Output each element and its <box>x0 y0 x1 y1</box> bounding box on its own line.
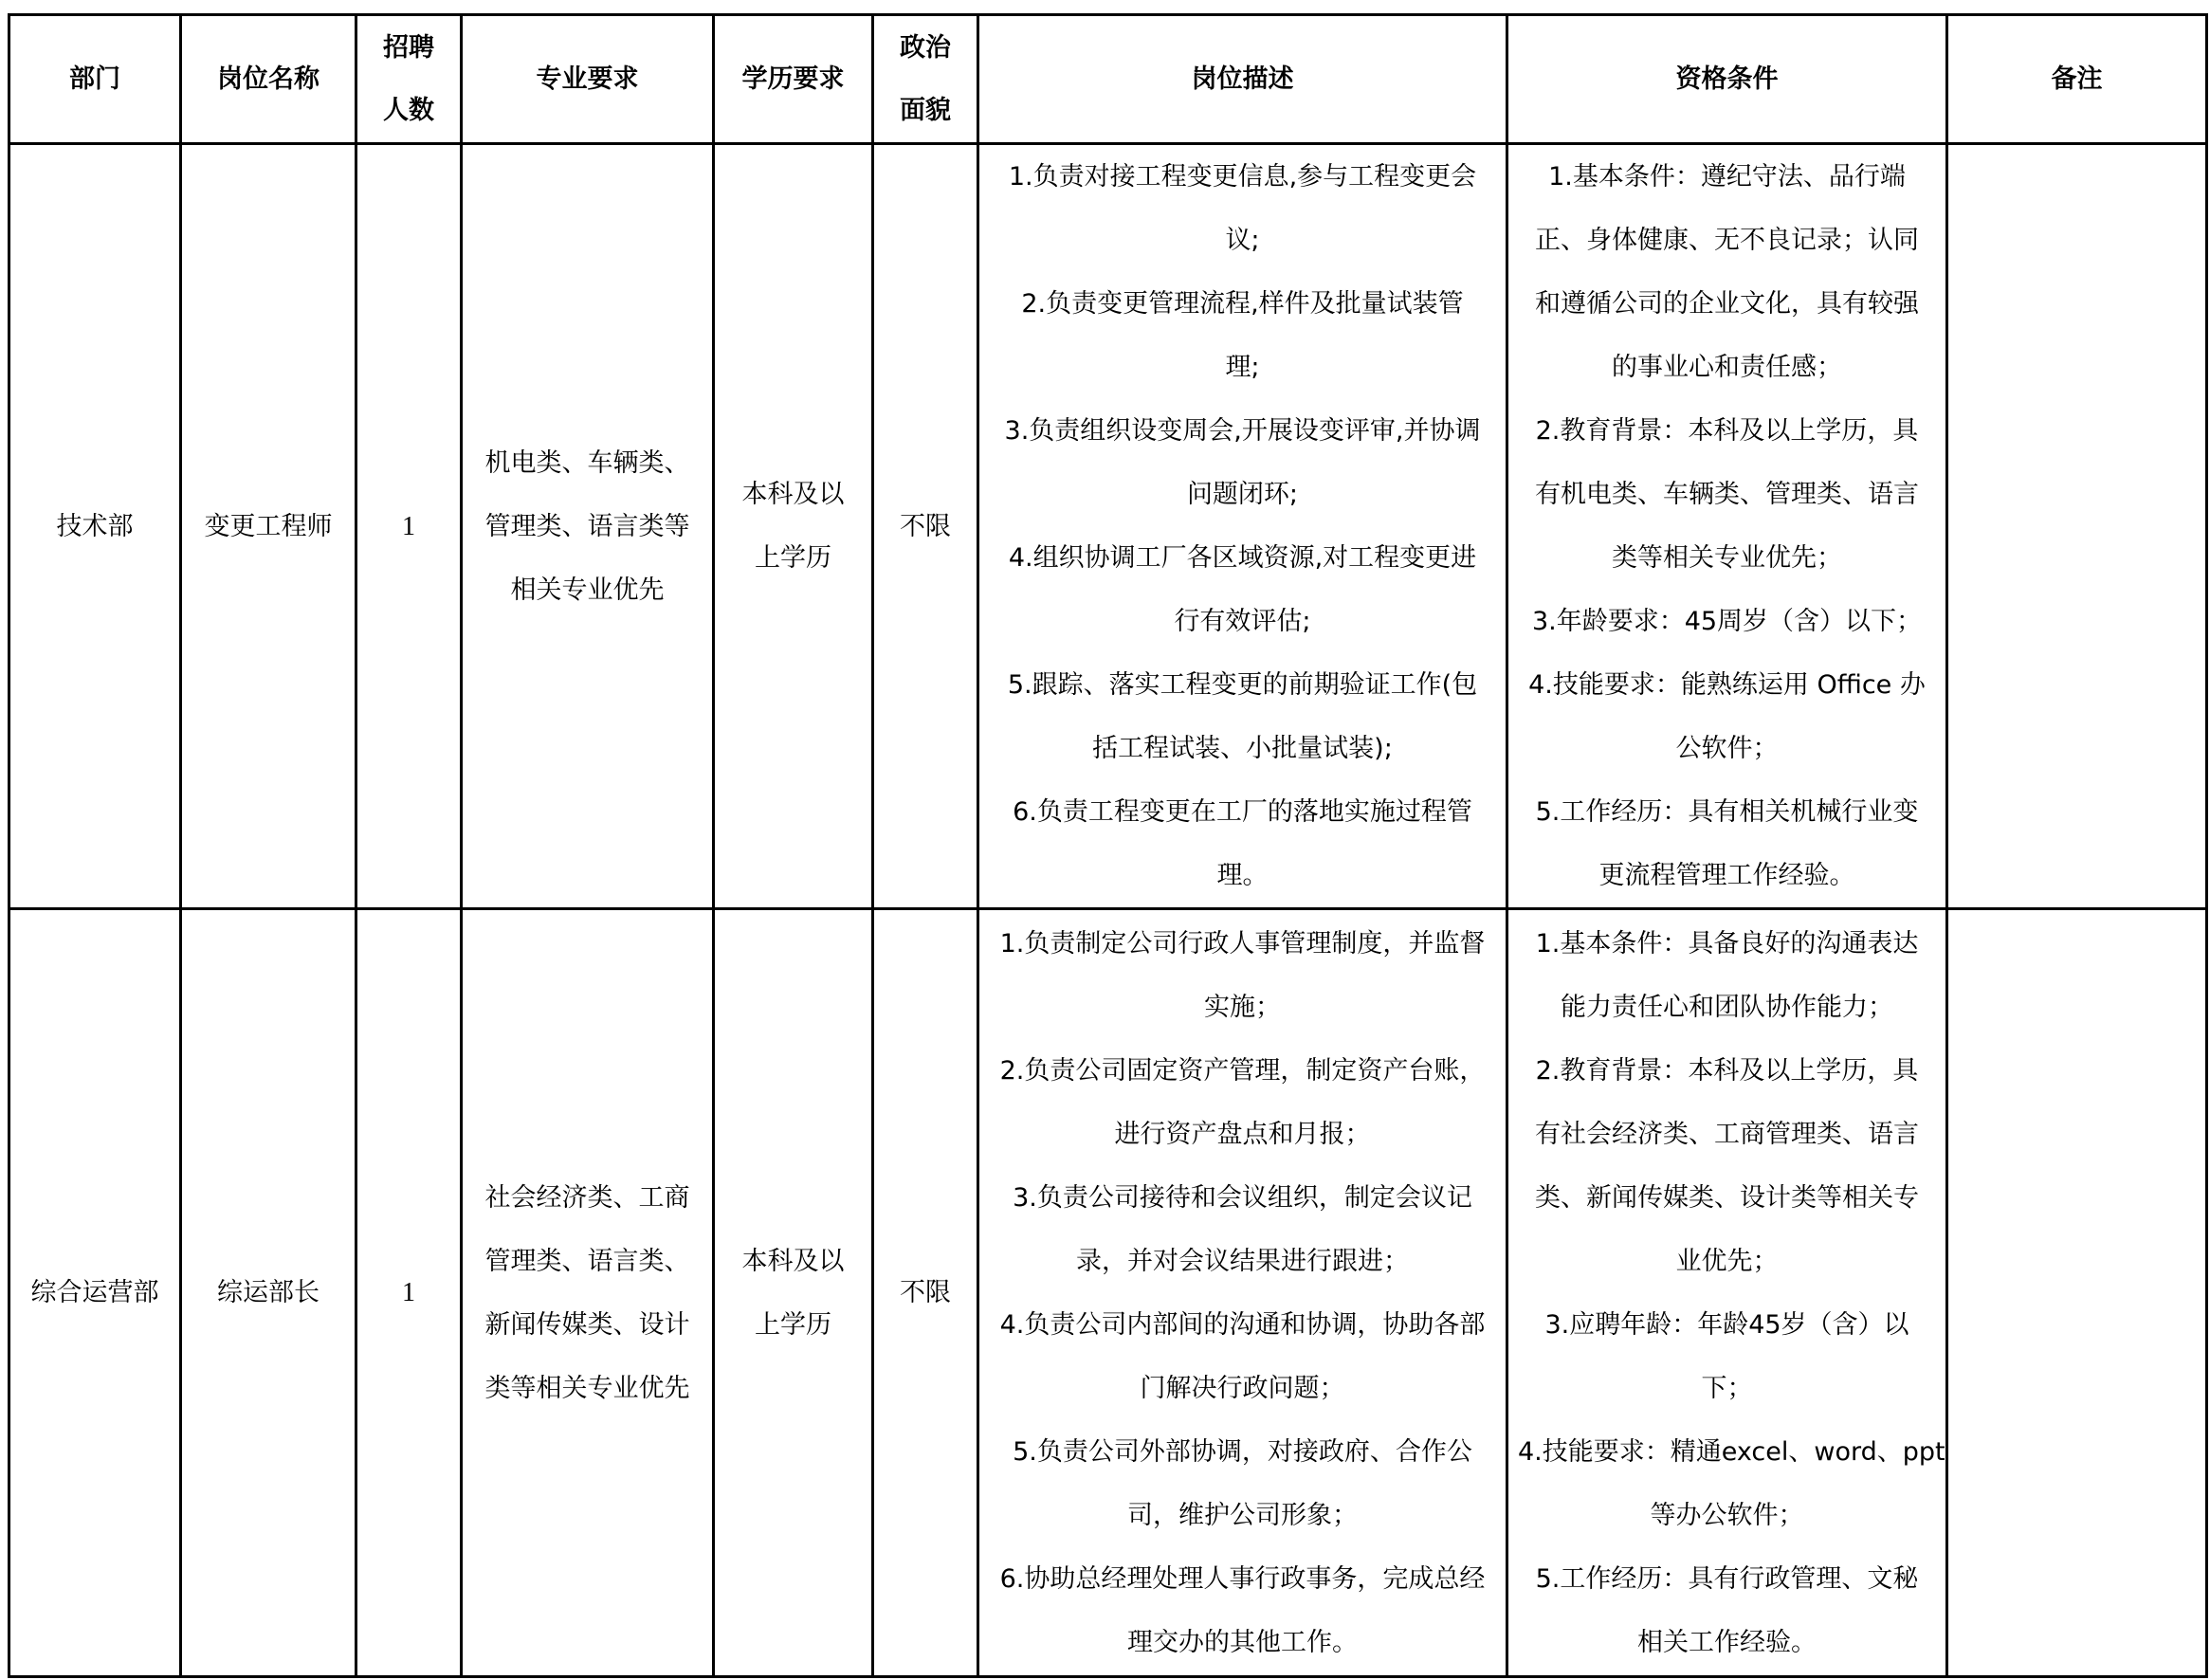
description-line: 行有效评估; <box>1174 607 1311 636</box>
education-cell <box>714 909 873 1677</box>
description-line: 实施； <box>1204 992 1281 1022</box>
description-line: 4.组织协调工厂各区域资源,对工程变更进 <box>1008 543 1477 573</box>
major-line: 管理类、语言类等 <box>484 511 690 541</box>
header-headcount-line1: 招聘 <box>383 32 434 63</box>
qualification-line: 3.年龄要求：45周岁（含）以下； <box>1531 607 1923 636</box>
header-department: 部门 <box>9 15 181 144</box>
qualification-line: 5.工作经历：具有相关机械行业变 <box>1535 797 1919 827</box>
department-cell: 综合运营部 <box>9 909 181 1677</box>
description-line: 6.协助总经理处理人事行政事务，完成总经 <box>999 1563 1486 1594</box>
qualification-line: 的事业心和责任感； <box>1612 353 1842 382</box>
description-line: 理; <box>1225 353 1260 382</box>
table-row <box>9 909 2207 1677</box>
major-line: 类等相关专业优先 <box>484 1373 690 1403</box>
qualifications-cell <box>1507 909 1947 1677</box>
remarks-cell <box>1947 144 2207 909</box>
header-major: 专业要求 <box>462 15 714 144</box>
description-line: 1.负责制定公司行政人事管理制度，并监督 <box>999 928 1486 959</box>
qualification-line: 1.基本条件：遵纪守法、品行端 <box>1548 162 1906 192</box>
description-line: 括工程试装、小批量试装); <box>1092 734 1393 763</box>
qualification-line: 2.教育背景：本科及以上学历，具 <box>1535 416 1919 446</box>
major-line: 新闻传媒类、设计 <box>484 1309 690 1340</box>
description-line: 理。 <box>1216 861 1269 890</box>
description-line: 2.负责公司固定资产管理，制定资产台账， <box>999 1055 1486 1086</box>
header-row <box>9 15 2207 144</box>
headcount-cell: 1 <box>356 144 462 909</box>
qualification-line: 等办公软件； <box>1650 1500 1804 1530</box>
position-cell: 综运部长 <box>181 909 356 1677</box>
header-headcount <box>356 15 462 144</box>
qualification-line: 能力责任心和团队协作能力； <box>1561 992 1893 1022</box>
major-line: 机电类、车辆类、 <box>484 447 690 478</box>
header-political <box>873 15 978 144</box>
major-cell <box>462 144 714 909</box>
education-line: 本科及以 <box>741 480 845 509</box>
description-line: 5.跟踪、落实工程变更的前期验证工作(包 <box>1007 670 1478 700</box>
qualification-line: 2.教育背景：本科及以上学历，具 <box>1535 1055 1919 1086</box>
description-line: 录，并对会议结果进行跟进； <box>1076 1246 1409 1276</box>
qualification-line: 类、新闻传媒类、设计类等相关专 <box>1535 1182 1919 1213</box>
education-line: 本科及以 <box>741 1246 845 1276</box>
recruitment-table <box>8 13 2208 1678</box>
qualifications-cell <box>1507 144 1947 909</box>
department-cell: 技术部 <box>9 144 181 909</box>
header-political-line1: 政治 <box>900 32 951 63</box>
qualification-line: 1.基本条件：具备良好的沟通表达 <box>1535 928 1919 959</box>
description-line: 1.负责对接工程变更信息,参与工程变更会 <box>1008 162 1477 192</box>
major-line: 相关专业优先 <box>510 575 665 605</box>
major-cell <box>462 909 714 1677</box>
remarks-cell <box>1947 909 2207 1677</box>
qualification-line: 更流程管理工作经验。 <box>1598 861 1855 890</box>
qualification-line: 下； <box>1701 1373 1753 1403</box>
major-line: 管理类、语言类、 <box>484 1246 690 1276</box>
description-line: 2.负责变更管理流程,样件及批量试装管 <box>1021 289 1464 319</box>
qualification-line: 业优先； <box>1675 1246 1779 1276</box>
qualification-line: 公软件； <box>1675 734 1779 763</box>
description-cell <box>978 144 1507 909</box>
qualification-line: 正、身体健康、无不良记录；认同 <box>1535 226 1919 255</box>
qualification-line: 有机电类、车辆类、管理类、语言 <box>1535 480 1919 509</box>
description-line: 6.负责工程变更在工厂的落地实施过程管 <box>1013 797 1472 827</box>
description-line: 5.负责公司外部协调，对接政府、合作公 <box>1013 1436 1472 1467</box>
header-description: 岗位描述 <box>978 15 1507 144</box>
description-line: 理交办的其他工作。 <box>1127 1627 1358 1657</box>
description-cell <box>978 909 1507 1677</box>
description-line: 3.负责公司接待和会议组织，制定会议记 <box>1013 1182 1472 1213</box>
description-line: 司，维护公司形象； <box>1127 1500 1358 1530</box>
qualification-line: 和遵循公司的企业文化，具有较强 <box>1535 289 1919 319</box>
header-education: 学历要求 <box>714 15 873 144</box>
table-row <box>9 144 2207 909</box>
headcount-cell: 1 <box>356 909 462 1677</box>
political-cell: 不限 <box>873 144 978 909</box>
description-line: 议; <box>1225 226 1260 255</box>
qualification-line: 3.应聘年龄：年龄45岁（含）以 <box>1544 1309 1909 1340</box>
education-line: 上学历 <box>755 543 831 573</box>
description-line: 问题闭环; <box>1186 480 1299 509</box>
description-line: 进行资产盘点和月报； <box>1114 1119 1371 1149</box>
qualification-line: 5.工作经历：具有行政管理、文秘 <box>1535 1563 1919 1594</box>
major-line: 社会经济类、工商 <box>484 1182 690 1213</box>
header-remarks: 备注 <box>1947 15 2207 144</box>
qualification-line: 4.技能要求：精通excel、word、ppt <box>1518 1436 1945 1467</box>
description-line: 门解决行政问题； <box>1140 1373 1345 1403</box>
header-qualifications: 资格条件 <box>1507 15 1947 144</box>
header-headcount-line2: 人数 <box>383 95 434 125</box>
education-line: 上学历 <box>755 1309 831 1340</box>
political-cell: 不限 <box>873 909 978 1677</box>
header-position: 岗位名称 <box>181 15 356 144</box>
qualification-line: 有社会经济类、工商管理类、语言 <box>1535 1119 1919 1149</box>
qualification-line: 相关工作经验。 <box>1637 1627 1817 1657</box>
education-cell <box>714 144 873 909</box>
header-political-line2: 面貌 <box>900 95 951 125</box>
description-line: 3.负责组织设变周会,开展设变评审,并协调 <box>1004 416 1481 446</box>
position-cell: 变更工程师 <box>181 144 356 909</box>
description-line: 4.负责公司内部间的沟通和协调，协助各部 <box>999 1309 1486 1340</box>
qualification-line: 4.技能要求：能熟练运用 Office 办 <box>1528 670 1926 700</box>
qualification-line: 类等相关专业优先； <box>1612 543 1842 573</box>
